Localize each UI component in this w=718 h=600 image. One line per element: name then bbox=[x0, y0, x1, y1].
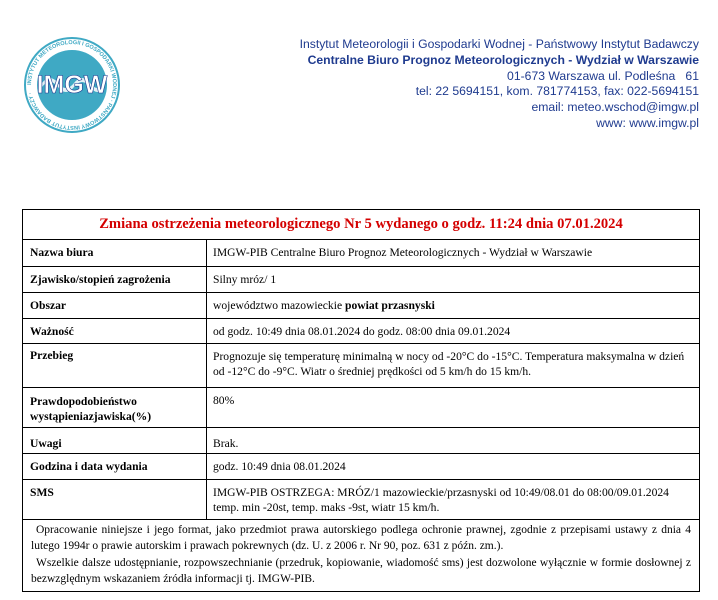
logo-text: IMGW bbox=[36, 71, 108, 99]
table-row bbox=[23, 266, 699, 292]
table-row bbox=[23, 479, 699, 519]
phone: tel: 22 5694151, kom. 781774153, fax: 022-5694151 bbox=[415, 84, 699, 99]
imgw-logo bbox=[20, 35, 125, 135]
row-label: Przebieg bbox=[23, 343, 207, 387]
email: email: meteo.wschod@imgw.pl bbox=[531, 100, 699, 115]
table-row bbox=[23, 240, 699, 266]
institute-name: Instytut Meteorologii i Gospodarki Wodnej - Państwowy Instytut Badawczy bbox=[299, 37, 699, 51]
row-label: Uwagi bbox=[23, 427, 207, 453]
row-value: 80% bbox=[207, 387, 700, 427]
table-row bbox=[23, 453, 699, 479]
row-value: od godz. 10:49 dnia 08.01.2024 do godz. 08:00 dnia 09.01.2024 bbox=[207, 318, 700, 343]
row-value: IMGW-PIB Centralne Biuro Prognoz Meteorologicznych - Wydział w Warszawie bbox=[207, 240, 700, 266]
redistribution-paragraph: Wszelkie dalsze udostępnianie, rozpowszechnianie (przedruk, kopiowanie, wiadomość sms) jest dozwolone wyłącznie w formie dosłownej z bezwzględnym wskazaniem źródła informacji tj. IMGW-PIB. bbox=[31, 556, 691, 585]
row-value bbox=[207, 292, 700, 318]
row-value: Silny mróz/ 1 bbox=[207, 266, 700, 292]
row-label: Prawdopodobieństwo wystąpieniazjawiska(%) bbox=[23, 387, 207, 427]
letterhead bbox=[300, 37, 699, 132]
row-value: Brak. bbox=[207, 427, 700, 453]
copyright-paragraph: Opracowanie niniejsze i jego format, jako przedmiot prawa autorskiego podlega ochronie prawnej, zgodnie z przepisami ustawy z dnia 4 lutego 1994r o prawie autorskim i prawach pokrewnych (dz. U. z 2006 r. Nr 90, poz. 631 z późn. zm.). bbox=[31, 523, 691, 552]
warning-document bbox=[22, 209, 700, 592]
website: www: www.imgw.pl bbox=[596, 115, 699, 130]
row-label: Obszar bbox=[23, 292, 207, 318]
table-row bbox=[23, 318, 699, 343]
row-label: SMS bbox=[23, 479, 207, 519]
copyright-notice bbox=[23, 520, 699, 591]
row-label: Nazwa biura bbox=[23, 240, 207, 266]
table-row bbox=[23, 343, 699, 387]
warning-title: Zmiana ostrzeżenia meteorologicznego Nr 5 wydanego o godz. 11:24 dnia 07.01.2024 bbox=[23, 210, 699, 240]
row-value: godz. 10:49 dnia 08.01.2024 bbox=[207, 453, 700, 479]
address: 01-673 Warszawa ul. Podleśna 61 bbox=[507, 68, 699, 83]
row-label: Godzina i data wydania bbox=[23, 453, 207, 479]
table-row bbox=[23, 427, 699, 453]
table-row bbox=[23, 292, 699, 318]
area-voivodeship: województwo mazowieckie bbox=[213, 298, 345, 312]
area-county: powiat przasnyski bbox=[345, 298, 435, 312]
logo-ring-text: INSTYTUT METEOROLOGII I GOSPODARKI WODNEJ · PAŃSTWOWY INSTYTUT BADAWCZY · bbox=[26, 39, 118, 131]
office-name: Centralne Biuro Prognoz Meteorologicznych - Wydział w Warszawie bbox=[307, 52, 699, 67]
table-row bbox=[23, 387, 699, 427]
row-value: Prognozuje się temperaturę minimalną w nocy od -20°C do -15°C. Temperatura maksymalna w dzień od -12°C do -9°C. Wiatr o średniej prędkości od 5 km/h do 15 km/h. bbox=[207, 343, 700, 387]
row-label: Zjawisko/stopień zagrożenia bbox=[23, 266, 207, 292]
row-value: IMGW-PIB OSTRZEGA: MRÓZ/1 mazowieckie/przasnyski od 10:49/08.01 do 08:00/09.01.2024 temp. min -20st, temp. maks -9st, wiatr 15 km/h. bbox=[207, 479, 700, 519]
warning-table bbox=[23, 240, 699, 520]
row-label: Ważność bbox=[23, 318, 207, 343]
